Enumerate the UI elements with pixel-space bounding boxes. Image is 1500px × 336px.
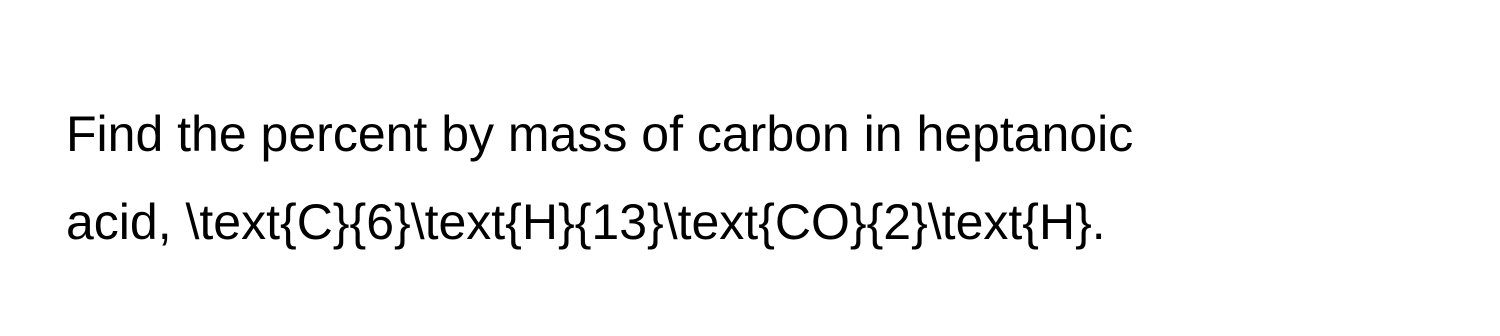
question-text — [66, 90, 1446, 266]
question-line-1: Find the percent by mass of carbon in heptanoic — [66, 106, 1134, 162]
question-line-2: acid, \text{C}{6}\text{H}{13}\text{CO}{2}\text{H}. — [66, 194, 1106, 250]
